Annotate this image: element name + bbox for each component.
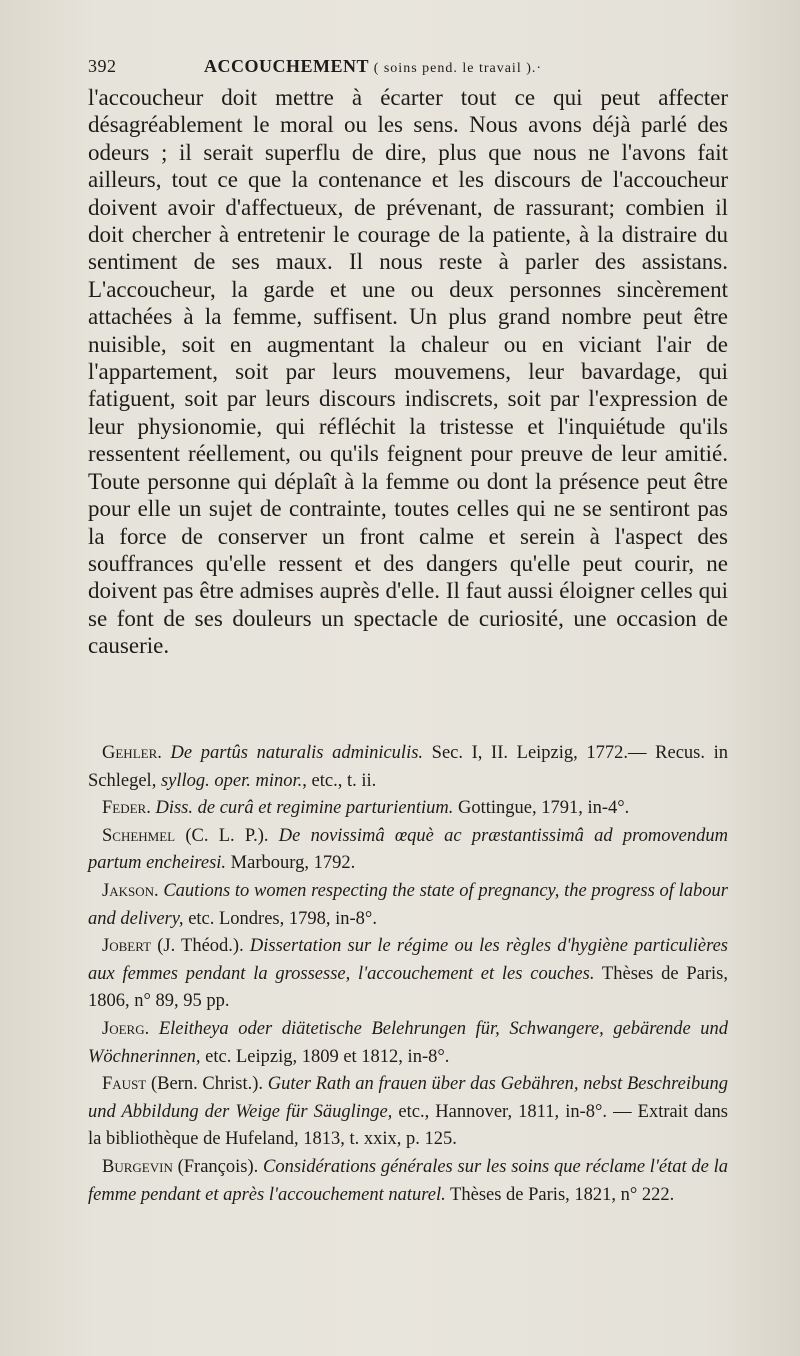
reference-author: Jobert [102,936,152,957]
reference-title-2: Considérations générales sur les soins que réclame l'état de la femme pendant et après l'accouchement naturel. [88,1156,728,1205]
reference-author: Gehler. [102,743,162,763]
running-head [204,56,542,77]
body-paragraph: l'accoucheur doit mettre à écarter tout ce qui peut affecter désagréablement le moral ou les sens. Nous avons déjà parlé des odeurs ; il serait superflu de dire, plus que nous ne l'avons fait ailleurs, tout ce que la contenance et les discours de l'accoucheur doivent avoir d'affectueux, de prévenant, de rassurant; combien il doit chercher à entretenir le courage de la patiente, à la distraire du sentiment de ses maux. Il nous reste à parler des assistans. L'accoucheur, la garde et une ou deux personnes sincèrement attachées à la femme, suffisent. Un plus grand nombre peut être nuisible, soit en augmentant la chaleur ou en viciant l'air de l'appartement, soit par leurs mouvemens, leur bavardage, qui fatiguent, soit par leurs discours indiscrets, soit par l'expression de leur physionomie, qui réfléchit la tristesse et l'inquiétude qu'ils ressentent réellement, ou qu'ils feignent pour preuve de leur amitié. Toute personne qui déplaît à la femme ou dont la présence peut être pour elle un sujet de contrainte, toutes celles qui ne se sentiront pas la force de conserver un front calme et serein à l'aspect des souffrances qu'elle ressent et des dangers qu'elle peut courir, ne doivent pas être admises auprès d'elle. Il faut aussi éloigner celles qui se font de ses douleurs un spectacle de curiosité, une occasion de causerie. [88,85,728,659]
reference-details: Sec. I, II. Leipzig, 1772.— Recus. in Schlegel, [88,743,729,791]
reference-title: De partûs naturalis adminiculis. [170,743,424,763]
reference-item [88,933,728,1016]
reference-item [88,823,728,878]
reference-title: Eleitheya oder diätetische Belehrungen für, Schwangere, gebärende und Wöchnerinnen, [88,1018,729,1067]
reference-author: Schehmel [102,825,176,846]
reference-item [88,1154,728,1209]
reference-item [88,740,728,795]
page-header [88,56,728,84]
reference-author: Feder. [102,798,151,819]
running-head-subtitle: ( soins pend. le travail ).· [373,61,543,76]
reference-title: Diss. de curâ et regimine parturientium. [155,798,454,819]
reference-details-2: etc., Hannover, 1811, in-8°. — Extrait dans la bibliothèque de Hufeland, 1813, t. xxix, p. 125. [88,1101,729,1150]
page-number: 392 [88,56,117,76]
reference-author: Burgevin [102,1156,173,1177]
reference-details: (Bern. Christ.). [146,1074,268,1095]
reference-author: Jakson. [102,880,159,901]
reference-title-2: syllog. oper. minor. [160,770,303,791]
bibliography [88,740,728,1209]
reference-item [88,878,728,933]
reference-details: (François). [172,1156,264,1177]
running-head-title: ACCOUCHEMENT [204,56,369,76]
reference-details: Gottingue, 1791, in-4°. [453,798,630,819]
reference-details: (C. L. P.). [175,825,279,846]
reference-details-2: Thèses de Paris, 1806, n° 89, 95 pp. [88,963,728,1012]
reference-title-2: Dissertation sur le régime ou les règles d'hygiène particulières aux femmes pendant la grossesse, l'accouchement et les couches. [88,936,728,984]
reference-title-2: Guter Rath an frauen über das Gebähren, nebst Beschreibung und Abbildung der Weige für Säuglinge, [88,1074,728,1122]
reference-title: Cautions to women respecting the state of pregnancy, the progress of labour and delivery, [88,880,728,929]
reference-item [88,795,728,823]
reference-details: etc. Londres, 1798, in-8°. [183,908,377,929]
reference-details: etc. Leipzig, 1809 et 1812, in-8°. [200,1046,450,1067]
reference-details-2: Marbourg, 1792. [226,853,356,874]
reference-author: Joerg. [102,1018,150,1039]
reference-title-2: De novissimâ œquè ac præstantissimâ ad promovendum partum encheiresi. [88,825,729,874]
reference-details: (J. Théod.). [151,936,250,957]
reference-item [88,1071,728,1154]
reference-details-2: Thèses de Paris, 1821, n° 222. [445,1184,675,1205]
reference-details-2: , etc., t. ii. [302,770,377,791]
reference-author: Faust [102,1074,147,1095]
reference-item [88,1016,728,1071]
